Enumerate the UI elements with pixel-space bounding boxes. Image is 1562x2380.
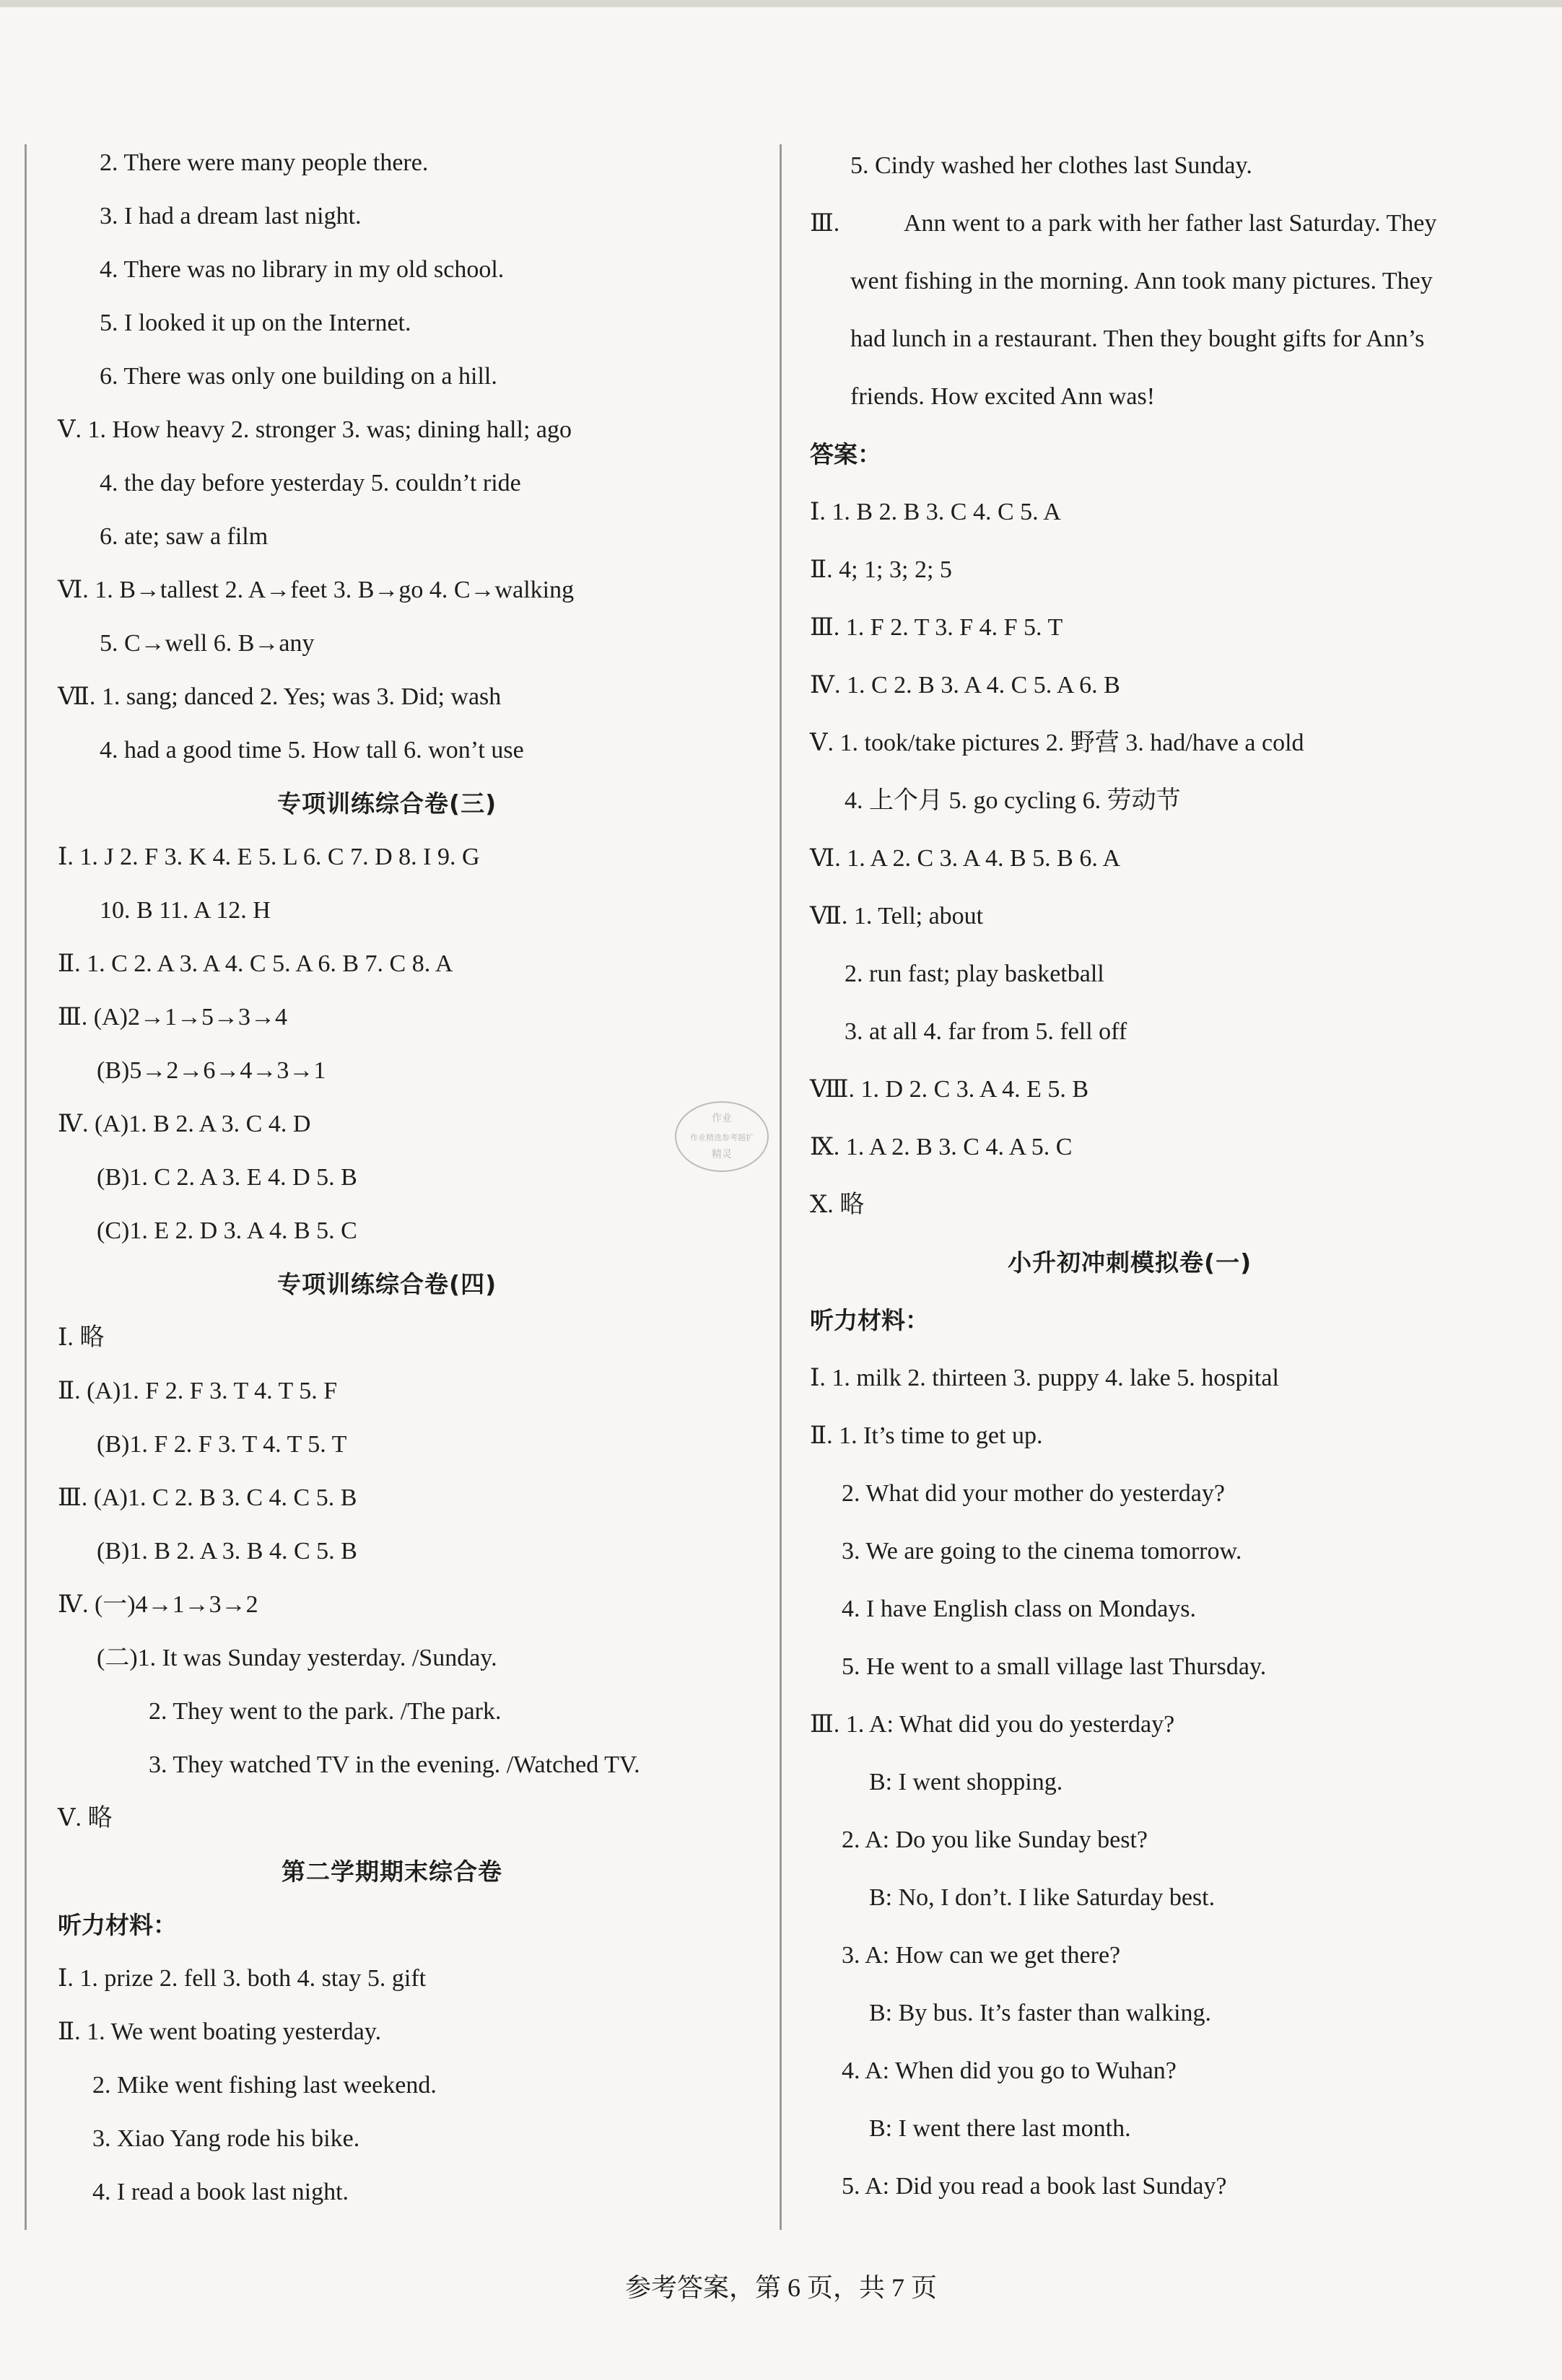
right-line: Ⅶ. 1. Tell; about bbox=[810, 903, 984, 929]
right-line: 5. Cindy washed her clothes last Sunday. bbox=[850, 152, 1252, 179]
left-line: 2. Mike went fishing last weekend. bbox=[92, 2072, 437, 2099]
right-line: B: I went there last month. bbox=[869, 2115, 1131, 2142]
right-line: Ⅱ. 4; 1; 3; 2; 5 bbox=[810, 556, 952, 583]
right-line: Ⅴ. 1. took/take pictures 2. 野营 3. had/have a cold bbox=[810, 730, 1304, 756]
right-line: Ⅲ. 1. A: What did you do yesterday? bbox=[810, 1711, 1175, 1738]
left-line: (C)1. E 2. D 3. A 4. B 5. C bbox=[97, 1217, 357, 1244]
left-line: 4. There was no library in my old school. bbox=[100, 256, 505, 283]
stamp-middle-text: 作业精选参考题扩 bbox=[690, 1133, 754, 1142]
right-line: B: By bus. It’s faster than walking. bbox=[869, 2000, 1212, 2026]
right-line: Ⅰ. 1. milk 2. thirteen 3. puppy 4. lake 5. hospital bbox=[810, 1365, 1279, 1391]
listening-label: 听力材料： bbox=[58, 1911, 177, 1939]
section-heading: 专项训练综合卷(三) bbox=[277, 789, 497, 818]
stamp-bottom-text: 精灵 bbox=[712, 1149, 732, 1160]
left-line: 4. the day before yesterday 5. couldn’t ride bbox=[100, 470, 521, 496]
section-heading: 小升初冲刺模拟卷(一) bbox=[1008, 1248, 1252, 1277]
left-line: Ⅱ. (A)1. F 2. F 3. T 4. T 5. F bbox=[58, 1378, 338, 1404]
section-heading: 专项训练综合卷(四) bbox=[277, 1270, 497, 1298]
left-line: 10. B 11. A 12. H bbox=[100, 897, 271, 924]
right-line: 2. run fast; play basketball bbox=[845, 961, 1104, 987]
right-line: 4. 上个月 5. go cycling 6. 劳动节 bbox=[845, 787, 1181, 814]
left-line: 5. I looked it up on the Internet. bbox=[100, 310, 411, 336]
right-line: friends. How excited Ann was! bbox=[850, 383, 1156, 410]
page-footer: 参考答案，第 6 页，共 7 页 bbox=[624, 2273, 937, 2302]
left-line: 3. They watched TV in the evening. /Watched TV. bbox=[149, 1751, 640, 1778]
left-line: Ⅳ. (A)1. B 2. A 3. C 4. D bbox=[58, 1111, 311, 1137]
left-line: (B)1. B 2. A 3. B 4. C 5. B bbox=[97, 1538, 357, 1565]
right-line: Ann went to a park with her father last Saturday. They bbox=[904, 210, 1437, 237]
right-line: 3. We are going to the cinema tomorrow. bbox=[842, 1538, 1242, 1565]
column-divider bbox=[780, 144, 782, 2230]
right-line: Ⅱ. 1. It’s time to get up. bbox=[810, 1422, 1043, 1449]
left-line: 2. There were many people there. bbox=[100, 149, 429, 176]
left-line: Ⅳ. (一)4→1→3→2 bbox=[58, 1591, 258, 1618]
right-line: Ⅲ. bbox=[810, 210, 840, 237]
right-line: 3. at all 4. far from 5. fell off bbox=[845, 1018, 1127, 1045]
left-line: 2. They went to the park. /The park. bbox=[149, 1698, 502, 1725]
left-line: Ⅶ. 1. sang; danced 2. Yes; was 3. Did; wash bbox=[58, 683, 502, 710]
left-line: (B)1. F 2. F 3. T 4. T 5. T bbox=[97, 1431, 347, 1458]
left-line: Ⅲ. (A)1. C 2. B 3. C 4. C 5. B bbox=[58, 1484, 357, 1511]
right-line: 2. What did your mother do yesterday? bbox=[842, 1480, 1225, 1507]
right-line: Ⅰ. 1. B 2. B 3. C 4. C 5. A bbox=[810, 499, 1061, 525]
listening-label: 听力材料： bbox=[810, 1306, 929, 1334]
right-line: Ⅹ. 略 bbox=[810, 1191, 865, 1218]
left-line: Ⅱ. 1. C 2. A 3. A 4. C 5. A 6. B 7. C 8. A bbox=[58, 950, 453, 977]
left-line: (B)5→2→6→4→3→1 bbox=[97, 1057, 326, 1084]
right-line: Ⅵ. 1. A 2. C 3. A 4. B 5. B 6. A bbox=[810, 845, 1121, 872]
answers-label: 答案： bbox=[810, 440, 881, 468]
left-line: Ⅴ. 1. How heavy 2. stronger 3. was; dining hall; ago bbox=[58, 416, 572, 443]
left-line: (二)1. It was Sunday yesterday. /Sunday. bbox=[97, 1645, 497, 1671]
right-line: 5. He went to a small village last Thursday. bbox=[842, 1653, 1267, 1680]
right-line: had lunch in a restaurant. Then they bought gifts for Ann’s bbox=[850, 325, 1425, 352]
right-line: went fishing in the morning. Ann took many pictures. They bbox=[850, 268, 1433, 294]
section-heading: 第二学期期末综合卷 bbox=[282, 1858, 502, 1886]
left-line: Ⅰ. 略 bbox=[58, 1324, 105, 1351]
left-line: 5. C→well 6. B→any bbox=[100, 630, 315, 657]
right-line: B: No, I don’t. I like Saturday best. bbox=[869, 1884, 1216, 1911]
right-line: 3. A: How can we get there? bbox=[842, 1942, 1121, 1969]
left-line: 6. There was only one building on a hill. bbox=[100, 363, 497, 390]
watermark-stamp bbox=[671, 1097, 772, 1176]
right-line: Ⅲ. 1. F 2. T 3. F 4. F 5. T bbox=[810, 614, 1063, 641]
left-line: Ⅰ. 1. prize 2. fell 3. both 4. stay 5. gift bbox=[58, 1965, 427, 1992]
right-line: B: I went shopping. bbox=[869, 1769, 1063, 1795]
right-line: 2. A: Do you like Sunday best? bbox=[842, 1826, 1148, 1853]
left-margin-rule bbox=[25, 144, 27, 2230]
left-line: 3. Xiao Yang rode his bike. bbox=[92, 2125, 360, 2152]
left-line: 6. ate; saw a film bbox=[100, 523, 269, 550]
right-line: 5. A: Did you read a book last Sunday? bbox=[842, 2173, 1227, 2200]
left-line: Ⅴ. 略 bbox=[58, 1805, 113, 1832]
left-line: 4. had a good time 5. How tall 6. won’t use bbox=[100, 737, 524, 764]
left-line: (B)1. C 2. A 3. E 4. D 5. B bbox=[97, 1164, 357, 1191]
right-line: 4. I have English class on Mondays. bbox=[842, 1596, 1197, 1622]
left-line: 3. I had a dream last night. bbox=[100, 203, 362, 229]
right-line: Ⅳ. 1. C 2. B 3. A 4. C 5. A 6. B bbox=[810, 672, 1120, 699]
right-line: Ⅸ. 1. A 2. B 3. C 4. A 5. C bbox=[810, 1134, 1073, 1160]
left-line: Ⅱ. 1. We went boating yesterday. bbox=[58, 2018, 382, 2045]
right-line: 4. A: When did you go to Wuhan? bbox=[842, 2057, 1177, 2084]
left-line: Ⅲ. (A)2→1→5→3→4 bbox=[58, 1004, 287, 1031]
left-line: Ⅵ. 1. B→tallest 2. A→feet 3. B→go 4. C→walking bbox=[58, 577, 575, 603]
page-top-edge bbox=[0, 0, 1562, 7]
left-line: Ⅰ. 1. J 2. F 3. K 4. E 5. L 6. C 7. D 8. I 9. G bbox=[58, 844, 480, 870]
stamp-top-text: 作业 bbox=[712, 1113, 732, 1124]
right-line: Ⅷ. 1. D 2. C 3. A 4. E 5. B bbox=[810, 1076, 1089, 1103]
left-line: 4. I read a book last night. bbox=[92, 2179, 349, 2205]
